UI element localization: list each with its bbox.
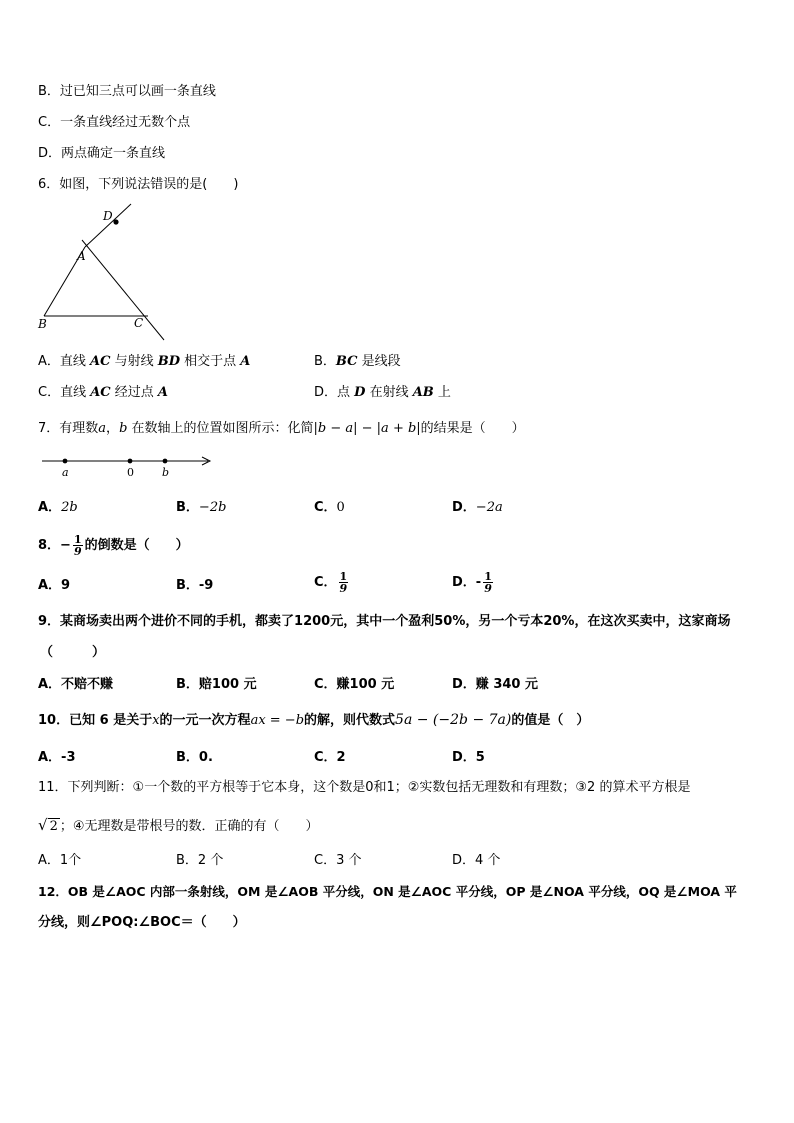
q8-option-b: B．-9 (176, 578, 214, 593)
q6-option-b: B．BC 是线段 (314, 354, 401, 369)
q6-option-c: C．直线 AC 经过点 A (38, 385, 169, 400)
q10-option-d: D．5 (452, 750, 485, 765)
q6-label-a: A (77, 249, 86, 263)
q8-stem: 8．− $\frac{1}{9}$ 的倒数是（ ） (38, 533, 189, 558)
q6-option-a: A．直线 AC 与射线 BD 相交于点 A (38, 354, 251, 369)
q9-option-a: A．不赔不赚 (38, 677, 114, 692)
q11-option-b: B．2 个 (176, 853, 224, 868)
q7-axis-label-b: b (162, 466, 170, 479)
q7-option-d: D．−2a (452, 500, 503, 515)
q6-option-d: D．点 D 在射线 AB 上 (314, 385, 451, 400)
q11-option-c: C．3 个 (314, 853, 362, 868)
q11-sqrt: √ 2 (38, 816, 58, 834)
q8-fraction: $\frac{1}{9}$ (73, 533, 82, 558)
q7-option-b: B．−2b (176, 500, 227, 515)
q10-stem: 10．已知 6 是关于x的一元一次方程ax = −b的解，则代数式5a − (−2b − 7a)的值是（ ） (38, 712, 590, 728)
q9-option-c: C．赚100 元 (314, 677, 395, 692)
q9-stem: 9．某商场卖出两个进价不同的手机，都卖了1200元，其中一个盈利50%，另一个亏本20%，在这次买卖中，这家商场 (38, 614, 731, 629)
q6-label-d: D (103, 209, 113, 223)
q7-axis-label-zero: 0 (127, 466, 134, 479)
q5-option-d: D．两点确定一条直线 (38, 146, 166, 161)
q11-option-a: A．1个 (38, 853, 82, 868)
q8-option-a: A．9 (38, 578, 71, 593)
q7-point-a (63, 459, 68, 464)
q6-label-b: B (38, 317, 47, 331)
q12-stem: 12．OB 是∠AOC 内部一条射线，OM 是∠AOB 平分线，ON 是∠AOC 平分线，OP 是∠NOA 平分线，OQ 是∠MOA 平 (38, 884, 737, 899)
q6-figure (30, 200, 180, 345)
q8-option-d: D．- $\frac{1}{9}$ (452, 570, 492, 595)
q7-option-a: A．2b (38, 500, 78, 515)
q7-point-b (163, 459, 168, 464)
q6-point-d (113, 219, 118, 224)
q9-option-d: D．赚 340 元 (452, 677, 538, 692)
q11-stem-line2: √ 2 ；④无理数是带根号的数．正确的有（ ） (38, 814, 319, 838)
q5-option-c: C．一条直线经过无数个点 (38, 115, 191, 130)
q7-stem: 7．有理数a，b 在数轴上的位置如图所示：化简|b − a| − |a + b|的结果是（ ） (38, 421, 525, 436)
q11-option-d: D．4 个 (452, 853, 501, 868)
q9-option-b: B．赔100 元 (176, 677, 257, 692)
q7-number-line (38, 452, 220, 480)
q12-stem-line2: 分线，则∠POQ:∠BOC＝（ ） (38, 915, 246, 930)
q10-option-a: A．-3 (38, 750, 76, 765)
q9-stem-paren: （ ） (40, 645, 106, 660)
q7-axis-label-a: a (62, 466, 69, 479)
q10-option-c: C．2 (314, 750, 346, 765)
q7-option-c: C．0 (314, 500, 345, 515)
q10-option-b: B．0. (176, 750, 213, 765)
q6-stem: 6．如图，下列说法错误的是( ) (38, 177, 239, 192)
q8-option-c: C． $\frac{1}{9}$ (314, 570, 348, 595)
q7-point-zero (128, 459, 133, 464)
q6-label-c: C (134, 316, 144, 330)
q5-option-b: B．过已知三点可以画一条直线 (38, 84, 216, 99)
q11-stem: 11．下列判断：①一个数的平方根等于它本身，这个数是0和1；②实数包括无理数和有理数；③2 的算术平方根是 (38, 780, 691, 795)
